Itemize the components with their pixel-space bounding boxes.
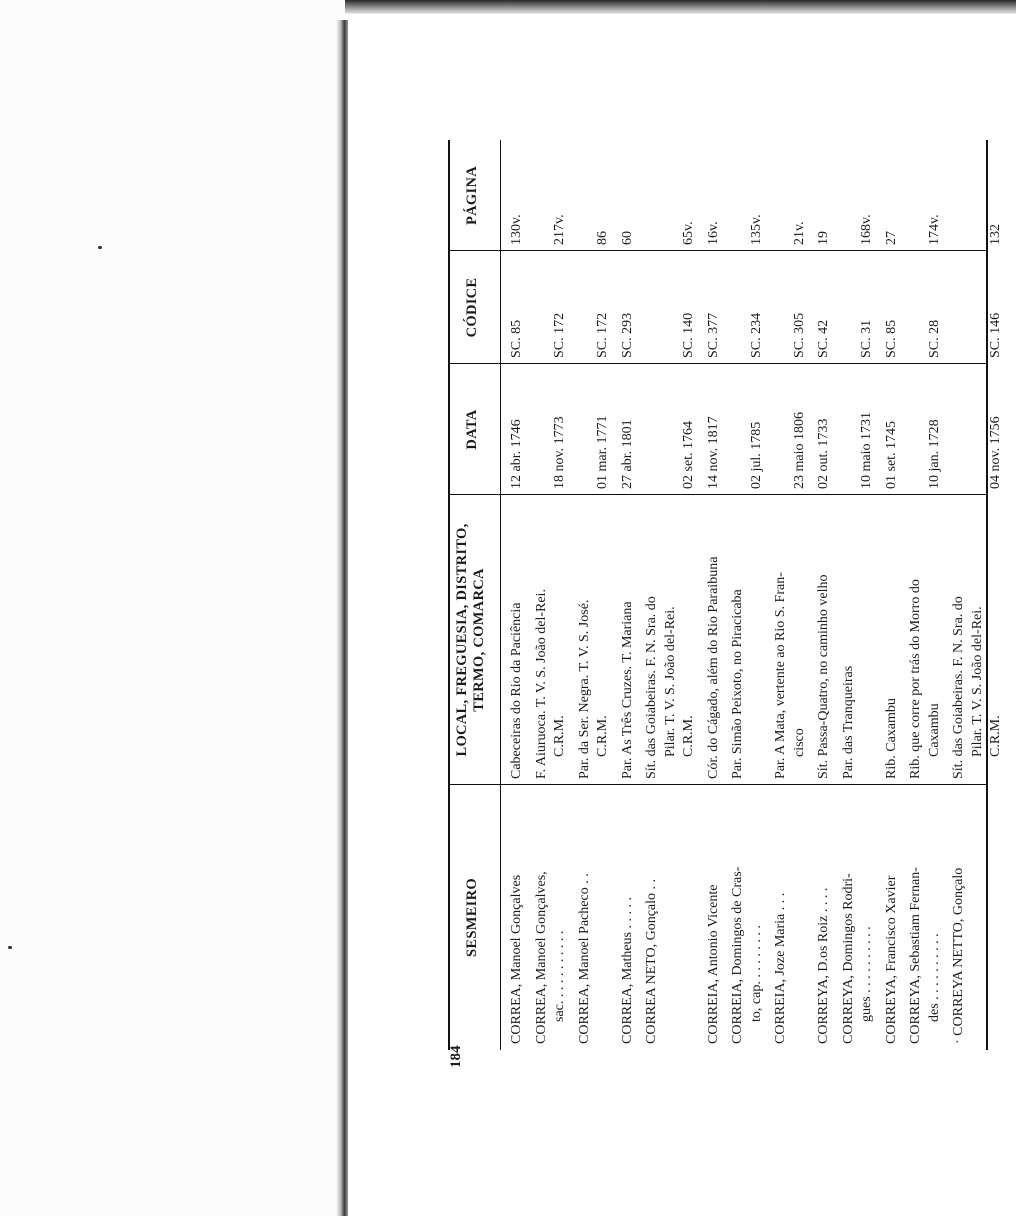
pagina-cell: 65v.: [681, 221, 696, 245]
local-cell-line: Pilar. T. V. S. João del-Rei.: [969, 606, 985, 757]
sesmeiro-cell-line: CORREIA, Joze Maria . . .: [773, 892, 788, 1044]
sesmeiro-cell: [533, 789, 570, 1044]
sesmeiro-cell-line: CORREYA, Sebastiam Fernan-: [908, 867, 923, 1044]
header-pagina: PÁGINA: [464, 166, 480, 225]
data-cell: 02 set. 1764: [681, 420, 696, 489]
sesmeiro-cell-line: CORREYA, Domingos Rodri-: [840, 873, 856, 1044]
local-cell-line: Sít. Passa-Quatro, no caminho velho: [816, 574, 831, 779]
local-cell-line: F. Aiuruoca. T. V. S. João del-Rei.: [533, 589, 549, 779]
codice-cell: SC. 140: [681, 312, 696, 358]
header-codice: CÓDICE: [464, 277, 480, 338]
header-local: [454, 495, 488, 785]
pagina-cell: 217v.: [552, 214, 567, 245]
column-local: [448, 495, 1003, 785]
header-local-line1: LOCAL, FREGUESIA, DISTRITO,: [454, 523, 470, 757]
local-cell-line: cisco: [791, 728, 807, 757]
scan-left-margin: [0, 0, 345, 1216]
codice-cell: SC. 305: [791, 312, 807, 358]
pagina-cell: 16v.: [705, 221, 721, 245]
sesmeiro-cell: [729, 789, 766, 1044]
local-cell-line: Sít. das Goiabeiras. F. N. Sra. do: [951, 596, 966, 779]
sesmarias-table: [448, 140, 1003, 1050]
local-cell-line: Sít. das Goiabeiras. F. N. Sra. do: [644, 596, 659, 779]
data-cell: 02 jul. 1785: [748, 421, 764, 489]
local-cell: [533, 499, 570, 779]
header-data: DATA: [464, 409, 480, 450]
local-cell-line: Par. das Tranqueiras: [840, 665, 856, 779]
column-sesmeiro: [448, 785, 988, 1050]
codice-cell: SC. 172: [595, 312, 610, 358]
pagina-cell: 168v.: [859, 214, 874, 245]
sesmeiro-cell: [815, 789, 834, 1044]
pagina-cell: 19: [816, 231, 831, 245]
codice-cell: SC. 234: [748, 312, 764, 358]
local-cell-line: Rib. que corre por trás do Morro do: [908, 579, 923, 779]
sesmeiro-cell-line: CORREA, Manoel Pacheco . .: [576, 873, 592, 1044]
data-cell: 01 set. 1745: [883, 420, 899, 489]
data-cell: 27 abr. 1801: [619, 419, 635, 489]
column-codice: [448, 251, 1003, 364]
sesmeiro-cell-line: CORREA, Matheus . . . . .: [619, 897, 635, 1044]
scan-speck: [8, 946, 12, 949]
codice-cell: SC. 85: [509, 319, 524, 358]
sesmeiro-cell-line: CORREA NETO, Gonçalo . .: [644, 878, 659, 1044]
local-cell: [619, 499, 638, 779]
codice-cell: SC. 377: [705, 312, 721, 358]
sesmeiro-cell: [772, 789, 791, 1044]
sesmeiro-cell: [705, 789, 724, 1044]
sesmeiro-cell-line: gues . . . . . . . . . .: [859, 926, 874, 1022]
sesmeiro-cell-line: des . . . . . . . . . .: [926, 933, 942, 1022]
header-sesmeiro: SESMEIRO: [464, 878, 480, 957]
local-cell: [950, 499, 1006, 779]
header-local-line2: TERMO, COMARCA: [471, 568, 487, 712]
local-cell: [508, 499, 527, 779]
sesmeiro-cell-line: CORREA, Manoel Gonçalves,: [533, 871, 549, 1044]
local-cell: [729, 499, 748, 779]
pagina-cell: 174v.: [926, 214, 942, 245]
local-cell-line: C.R.M.: [595, 715, 610, 757]
local-cell-line: C.R.M.: [552, 715, 567, 757]
pagina-cell: 135v.: [748, 214, 764, 245]
local-cell-line: Cabeceiras do Rio da Paciência: [509, 602, 524, 779]
pagina-cell: 27: [883, 231, 899, 245]
data-cell: 18 nov. 1773: [552, 416, 567, 489]
sesmeiro-cell-line: CORREYA, D.os Roiz . . . .: [816, 887, 831, 1044]
local-cell: [772, 499, 809, 779]
pagina-cell: 130v.: [509, 214, 524, 245]
sesmeiro-cell-line: CORREIA, Antonio Vicente: [705, 884, 721, 1044]
local-cell-line: Cór. do Cágado, além do Rio Paraibuna: [705, 556, 721, 779]
column-pagina: [448, 140, 1003, 251]
local-cell: [815, 499, 834, 779]
local-cell: [705, 499, 724, 779]
data-cell: 12 abr. 1746: [509, 419, 524, 489]
sesmeiro-cell-line: to, cap. . . . . . . . .: [748, 925, 764, 1022]
local-cell-line: Par. Simão Peixoto, no Piracicaba: [730, 589, 745, 779]
sesmeiro-cell: [508, 789, 527, 1044]
codice-cell: SC. 31: [859, 319, 874, 358]
sesmeiro-cell: [950, 789, 969, 1044]
codice-cell: SC. 172: [552, 312, 567, 358]
local-cell-line: C.R.M.: [681, 715, 696, 757]
sesmeiro-cell: [883, 789, 902, 1044]
sesmeiro-cell: [840, 789, 877, 1044]
data-cell: 04 nov. 1756: [988, 416, 1003, 489]
page-number: 184: [448, 1045, 464, 1068]
codice-cell: SC. 293: [619, 312, 635, 358]
local-cell-line: C.R.M.: [988, 715, 1003, 757]
codice-cell: SC. 42: [816, 319, 831, 358]
local-cell-line: Pilar. T. V. S. João del-Rei.: [662, 606, 678, 757]
data-cell: 23 maio 1806: [791, 412, 807, 489]
local-cell-line: Par. A Mata, vertente ao Rio S. Fran-: [773, 572, 788, 779]
sesmeiro-cell-line: · CORREYA NETTO, Gonçalo: [951, 867, 966, 1044]
sesmeiro-cell: [576, 789, 595, 1044]
local-cell-line: Rib. Caxambu: [883, 698, 899, 779]
codice-cell: SC. 28: [926, 319, 942, 358]
local-cell-line: Par. da Ser. Negra. T. V. S. José.: [576, 599, 592, 779]
pagina-cell: 60: [619, 231, 635, 245]
data-cell: 10 jan. 1728: [926, 419, 942, 489]
local-cell: [883, 499, 902, 779]
local-cell-line: Caxambu: [926, 703, 942, 757]
pagina-cell: 132: [988, 224, 1003, 245]
local-cell: [643, 499, 699, 779]
sesmeiro-cell-line: CORREA, Manoel Gonçalves: [509, 874, 524, 1044]
sesmeiro-cell-line: CORREYA, Francisco Xavier: [883, 875, 899, 1044]
sesmeiro-cell-line: sac. . . . . . . . . . .: [552, 930, 567, 1022]
book-fold-shadow: [336, 20, 348, 1216]
local-cell: [576, 499, 613, 779]
sesmeiro-cell: [907, 789, 944, 1044]
column-data: [448, 364, 1003, 495]
local-cell: [840, 499, 859, 779]
local-cell: [907, 499, 944, 779]
data-cell: 14 nov. 1817: [705, 416, 721, 489]
pagina-cell: 86: [595, 231, 610, 245]
data-cell: 01 mar. 1771: [595, 415, 610, 489]
data-cell: 10 maio 1731: [859, 412, 874, 489]
sesmeiro-cell-line: CORREIA, Domingos de Cras-: [730, 866, 745, 1044]
pagina-cell: 21v.: [791, 221, 807, 245]
codice-cell: SC. 85: [883, 319, 899, 358]
local-cell-line: Par. As Três Cruzes. T. Mariana: [619, 601, 635, 779]
sesmeiro-cell: [643, 789, 662, 1044]
data-cell: 02 out. 1733: [816, 418, 831, 489]
codice-cell: SC. 146: [988, 312, 1003, 358]
scan-speck: [98, 246, 102, 249]
sesmeiro-cell: [619, 789, 638, 1044]
